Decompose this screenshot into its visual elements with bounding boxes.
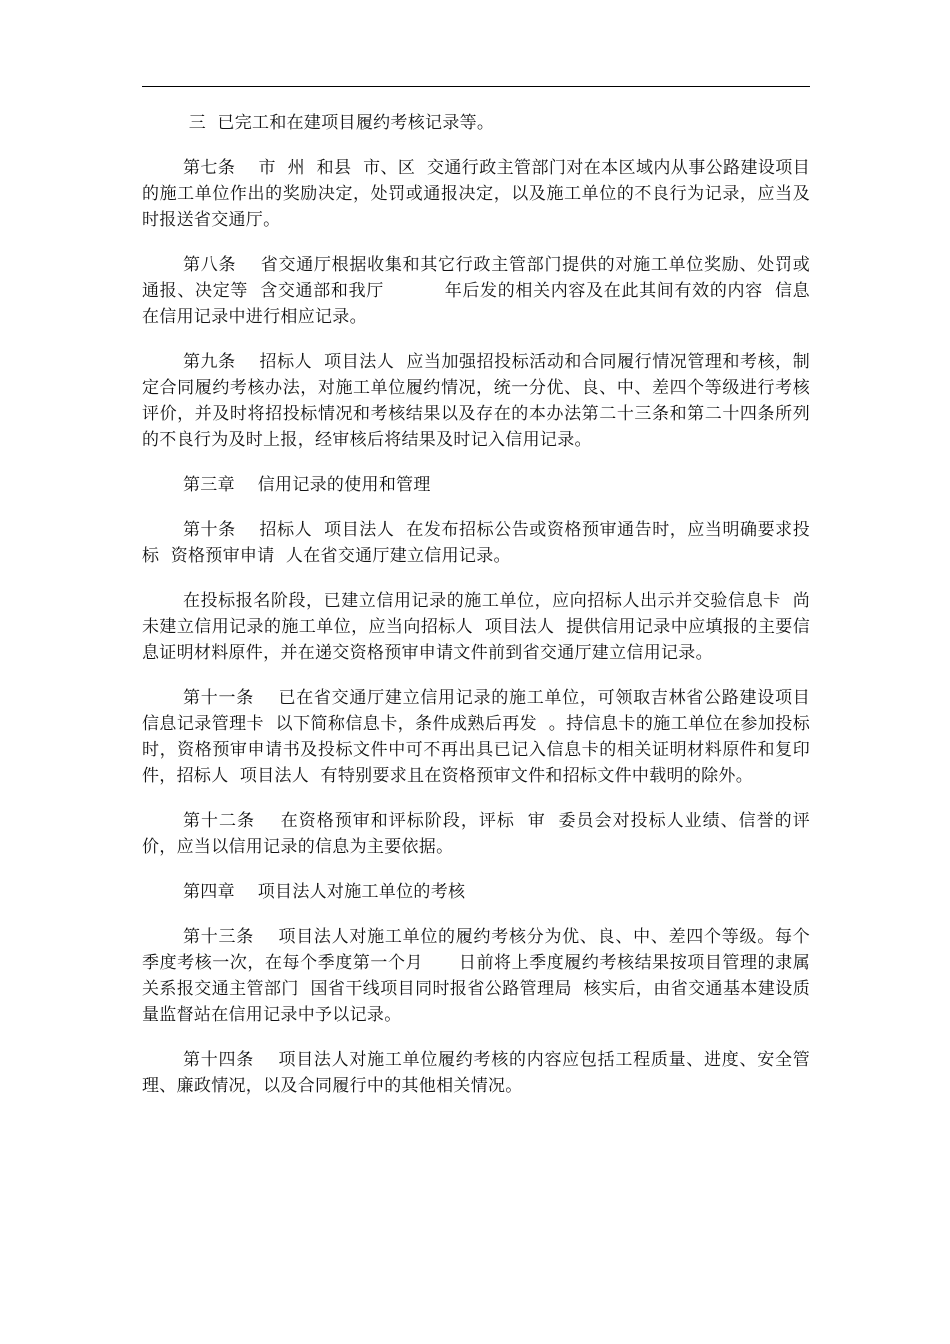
paragraph-article-10: 第十条 招标人 项目法人 在发布招标公告或资格预审通告时，应当明确要求投标 资格预审申请 人在省交通厅建立信用记录。 [142, 520, 810, 566]
chapter-4-heading: 第四章 项目法人对施工单位的考核 [183, 882, 466, 902]
paragraph-article-12: 第十二条 在资格预审和评标阶段，评标 审 委员会对投标人业绩、信誉的评价，应当以信用记录的信息为主要依据。 [142, 811, 810, 857]
paragraph-item-3-completed-projects: 三 已完工和在建项目履约考核记录等。 [183, 113, 495, 133]
header-rule [142, 86, 810, 87]
paragraph-bidding-registration: 在投标报名阶段，已建立信用记录的施工单位，应向招标人出示并交验信息卡 尚未建立信用记录的施工单位，应当向招标人 项目法人 提供信用记录中应填报的主要信息证明材料原件，并在递交资格预审申请文件前到省交通厅建立信用记录。 [142, 591, 810, 663]
paragraph-article-7: 第七条 市 州 和县 市、区 交通行政主管部门对在本区域内从事公路建设项目的施工单位作出的奖励决定，处罚或通报决定，以及施工单位的不良行为记录，应当及时报送省交通厅。 [142, 158, 810, 230]
paragraph-article-13: 第十三条 项目法人对施工单位的履约考核分为优、良、中、差四个等级。每个季度考核一次，在每个季度第一个月 日前将上季度履约考核结果按项目管理的隶属关系报交通主管部门 国省干线项目同时报省公路管理局 核实后，由省交通基本建设质量监督站在信用记录中予以记录。 [142, 927, 810, 1025]
document-body [142, 110, 810, 1099]
paragraph-article-14: 第十四条 项目法人对施工单位履约考核的内容应包括工程质量、进度、安全管理、廉政情况，以及合同履行中的其他相关情况。 [142, 1050, 810, 1096]
paragraph-article-11: 第十一条 已在省交通厅建立信用记录的施工单位，可领取吉林省公路建设项目信息记录管理卡 以下简称信息卡，条件成熟后再发 。持信息卡的施工单位在参加投标时，资格预审申请书及投标文件中可不再出具已记入信息卡的相关证明材料原件和复印件，招标人 项目法人 有特别要求且在资格预审文件和招标文件中载明的除外。 [142, 688, 810, 786]
chapter-3-heading: 第三章 信用记录的使用和管理 [183, 475, 431, 495]
paragraph-article-8: 第八条 省交通厅根据收集和其它行政主管部门提供的对施工单位奖励、处罚或通报、决定等 含交通部和我厅 年后发的相关内容及在此其间有效的内容 信息在信用记录中进行相应记录。 [142, 255, 810, 327]
paragraph-article-9: 第九条 招标人 项目法人 应当加强招投标活动和合同履行情况管理和考核，制定合同履约考核办法，对施工单位履约情况，统一分优、良、中、差四个等级进行考核评价，并及时将招投标情况和考核结果以及存在的本办法第二十三条和第二十四条所列的不良行为及时上报，经审核后将结果及时记入信用记录。 [142, 352, 810, 450]
